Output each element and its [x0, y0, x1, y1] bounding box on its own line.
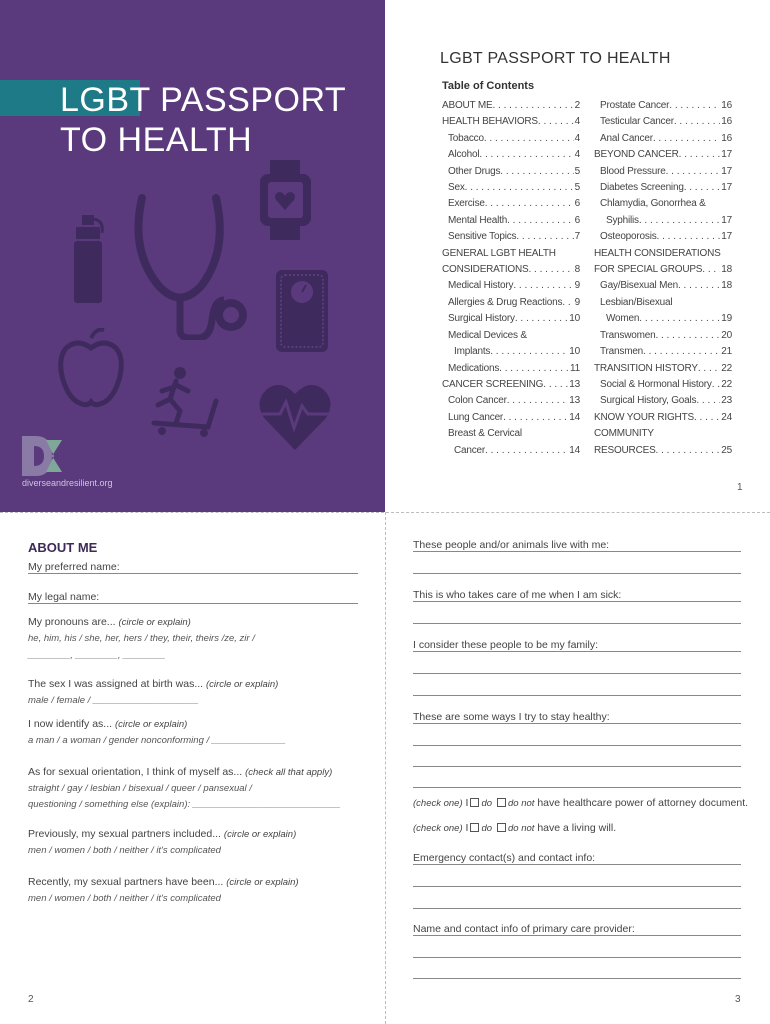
toc-leader-dots — [678, 278, 720, 294]
toc-entry[interactable] — [442, 180, 580, 196]
identity-question: I now identify as... (circle or explain) — [28, 718, 188, 730]
emergency-contact-field[interactable]: Emergency contact(s) and contact info: — [413, 852, 741, 865]
toc-entry-page: 22 — [721, 362, 732, 374]
toc-entry-page: 5 — [574, 182, 580, 194]
toc-entry-label: Chlamydia, Gonorrhea & — [600, 198, 706, 210]
blank-line[interactable] — [413, 623, 741, 624]
toc-entry[interactable] — [442, 393, 580, 409]
heart-pulse-icon — [258, 380, 333, 452]
toc-entry[interactable] — [594, 377, 732, 393]
toc-leader-dots — [702, 262, 720, 278]
toc-entry-label: Cancer — [454, 444, 486, 456]
identity-options[interactable]: a man / a woman / gender nonconforming / ______________ — [28, 735, 286, 746]
toc-entry-label: HEALTH BEHAVIORS — [442, 116, 538, 128]
toc-entry-label: COMMUNITY — [594, 428, 654, 440]
orientation-options-2[interactable]: questioning / something else (explain): ____________________________ — [28, 799, 341, 810]
toc-entry[interactable] — [442, 114, 580, 130]
toc-entry-label: Sex — [448, 182, 465, 194]
toc-entry-page: 21 — [721, 346, 732, 358]
toc-entry-page: 2 — [574, 100, 580, 111]
toc-entry[interactable] — [442, 229, 580, 245]
toc-leader-dots — [657, 229, 721, 245]
sex-question: The sex I was assigned at birth was... (circle or explain) — [28, 678, 279, 690]
orientation-question: As for sexual orientation, I think of myself as... (check all that apply) — [28, 766, 333, 778]
toc-entry-label: Medical History — [448, 280, 514, 292]
toc-leader-dots — [492, 98, 573, 114]
toc-leader-dots — [515, 311, 568, 327]
toc-entry-page: 4 — [574, 116, 580, 128]
toc-leader-dots — [679, 147, 721, 163]
toc-entry-label: Surgical History, Goals — [600, 395, 697, 407]
toc-entry-page: 5 — [574, 165, 580, 177]
toc-entry-label: Women — [606, 313, 640, 325]
toc-entry-label: TRANSITION HISTORY — [594, 362, 698, 374]
toc-entry-page: 13 — [569, 378, 580, 390]
toc-entry-page: 16 — [721, 100, 732, 111]
toc-entry-page: 10 — [569, 346, 580, 358]
power-of-attorney-check: (check one) I do do not have healthcare power of attorney document. — [413, 797, 749, 809]
toc-entry-label: Osteoporosis — [600, 231, 657, 243]
toc-entry[interactable] — [442, 361, 580, 377]
toc-leader-dots — [485, 443, 568, 459]
toc-entry-page: 11 — [570, 362, 580, 374]
toc-leader-dots — [516, 229, 573, 245]
toc-entry[interactable] — [442, 213, 580, 229]
toc-leader-dots — [479, 147, 573, 163]
toc-entry[interactable] — [442, 295, 580, 311]
blank-line[interactable] — [413, 787, 741, 788]
toc-entry-label: Medical Devices & — [448, 329, 527, 341]
toc-entry[interactable] — [594, 410, 732, 426]
toc-entry-page: 7 — [574, 231, 580, 243]
recent-partners-options[interactable]: men / women / both / neither / it's complicated — [28, 893, 221, 904]
toc-leader-dots — [656, 443, 721, 459]
toc-entry-page: 23 — [721, 395, 732, 407]
toc-entry[interactable] — [594, 180, 732, 196]
scale-icon — [276, 270, 328, 352]
toc-leader-dots — [543, 377, 568, 393]
toc-entry-label: Medications — [448, 362, 500, 374]
blank-line[interactable] — [413, 745, 741, 746]
toc-entry-page: 9 — [574, 280, 580, 292]
toc-entry[interactable] — [594, 311, 732, 327]
stethoscope-icon — [128, 190, 253, 340]
toc-entry-label: Transwomen — [600, 329, 656, 341]
toc-entry[interactable] — [594, 229, 732, 245]
toc-entry[interactable] — [442, 147, 580, 163]
toc-entry[interactable] — [594, 393, 732, 409]
pronouns-blank[interactable]: ________, ________, ________ — [28, 650, 166, 661]
toc-entry[interactable] — [594, 246, 732, 262]
toc-entry[interactable] — [442, 98, 580, 114]
live-with-field[interactable]: These people and/or animals live with me: — [413, 539, 741, 552]
toc-entry[interactable] — [442, 410, 580, 426]
toc-entry-label: Syphilis — [606, 214, 639, 226]
toc-leader-dots — [655, 328, 720, 344]
toc-entry-page: 18 — [721, 264, 732, 276]
toc-entry-page: 14 — [569, 411, 580, 423]
toc-leader-dots — [503, 410, 568, 426]
toc-entry[interactable] — [594, 328, 732, 344]
toc-entry-page: 16 — [721, 132, 732, 144]
toc-entry-page: 4 — [574, 149, 580, 161]
toc-entry-label: CONSIDERATIONS — [442, 264, 529, 276]
diverse-resilient-logo — [22, 436, 64, 476]
toc-entry-page: 6 — [574, 198, 580, 210]
toc-entry[interactable] — [594, 295, 732, 311]
page-number: 2 — [28, 994, 34, 1005]
toc-entry-label: Colon Cancer — [448, 395, 507, 407]
toc-leader-dots — [507, 213, 574, 229]
orientation-options-1[interactable]: straight / gay / lesbian / bisexual / queer / pansexual / — [28, 783, 252, 794]
toc-entry-page: 18 — [721, 280, 732, 292]
toc-entry[interactable] — [594, 164, 732, 180]
family-field[interactable]: I consider these people to be my family: — [413, 639, 741, 652]
toc-entry-page: 14 — [569, 444, 580, 456]
caretaker-field[interactable]: This is who takes care of me when I am sick: — [413, 589, 741, 602]
toc-leader-dots — [669, 98, 720, 114]
toc-leader-dots — [643, 344, 720, 360]
toc-entry[interactable] — [442, 164, 580, 180]
toc-entry[interactable] — [594, 262, 732, 278]
water-bottle-icon — [70, 215, 106, 305]
cover-page — [0, 0, 385, 512]
toc-entry[interactable] — [594, 213, 732, 229]
do-checkbox[interactable] — [470, 798, 479, 807]
toc-leader-dots — [653, 131, 720, 147]
toc-entry-page: 22 — [721, 378, 732, 390]
toc-leader-dots — [674, 114, 720, 130]
toc-entry-page: 17 — [721, 165, 732, 177]
toc-entry-page: 17 — [721, 182, 732, 194]
page-number: 1 — [737, 482, 743, 493]
toc-leader-dots — [684, 180, 721, 196]
toc-entry-label: Diabetes Screening — [600, 182, 684, 194]
toc-entry[interactable] — [594, 98, 732, 114]
about-me-continued-page — [385, 512, 770, 1024]
toc-entry-label: BEYOND CANCER — [594, 149, 679, 161]
toc-leader-dots — [513, 278, 573, 294]
recent-partners-question: Recently, my sexual partners have been... (circle or explain) — [28, 876, 299, 888]
website-url: diverseandresilient.org — [22, 478, 113, 488]
toc-entry[interactable] — [442, 196, 580, 212]
toc-leader-dots — [465, 180, 574, 196]
toc-leader-dots — [538, 114, 574, 130]
toc-entry-label: Lung Cancer — [448, 411, 504, 423]
toc-entry[interactable] — [594, 344, 732, 360]
living-will-check: (check one) I do do not have a living will. — [413, 822, 617, 834]
do-checkbox[interactable] — [470, 823, 479, 832]
toc-entry-label: Blood Pressure — [600, 165, 666, 177]
toc-leader-dots — [500, 164, 573, 180]
toc-entry-label: Breast & Cervical — [448, 428, 522, 440]
toc-entry-label: Mental Health — [448, 214, 508, 226]
toc-entry-page: 9 — [574, 296, 580, 308]
toc-entry-page: 4 — [574, 132, 580, 144]
smartwatch-heart-icon — [258, 160, 313, 240]
toc-entry-page: 16 — [721, 116, 732, 128]
toc-entry-label: KNOW YOUR RIGHTS — [594, 411, 694, 423]
toc-leader-dots — [484, 131, 574, 147]
toc-entry-label: Transmen — [600, 346, 644, 358]
table-of-contents-page — [385, 0, 770, 512]
blank-line[interactable] — [413, 978, 741, 979]
toc-entry[interactable] — [442, 311, 580, 327]
toc-entry-label: Anal Cancer — [600, 132, 653, 144]
toc-entry[interactable] — [594, 278, 732, 294]
page-number: 3 — [735, 994, 741, 1005]
toc-entry[interactable] — [442, 344, 580, 360]
toc-column-left — [442, 98, 580, 459]
toc-entry-label: Surgical History — [448, 313, 515, 325]
blank-line[interactable] — [413, 957, 741, 958]
toc-leader-dots — [712, 377, 721, 393]
blank-line[interactable] — [413, 695, 741, 696]
toc-entry-page: 13 — [569, 395, 580, 407]
toc-entry-label: Tobacco — [448, 132, 484, 144]
do-not-checkbox[interactable] — [497, 798, 506, 807]
stay-healthy-field[interactable]: These are some ways I try to stay healthy: — [413, 711, 741, 724]
blank-line[interactable] — [413, 573, 741, 574]
toc-entry[interactable] — [594, 443, 732, 459]
toc-entry-label: RESOURCES — [594, 444, 656, 456]
toc-entry[interactable] — [442, 262, 580, 278]
toc-leader-dots — [528, 262, 573, 278]
toc-entry-label: FOR SPECIAL GROUPS — [594, 264, 703, 276]
section-title: ABOUT ME — [28, 540, 98, 555]
blank-line[interactable] — [413, 766, 741, 767]
toc-leader-dots — [507, 393, 569, 409]
toc-entry-label: Exercise — [448, 198, 485, 210]
toc-entry-page: 10 — [569, 313, 580, 325]
toc-entry[interactable] — [594, 131, 732, 147]
toc-entry[interactable] — [594, 147, 732, 163]
toc-entry[interactable] — [442, 278, 580, 294]
toc-entry[interactable] — [442, 426, 580, 442]
toc-entry[interactable] — [594, 426, 732, 442]
toc-leader-dots — [666, 164, 721, 180]
toc-entry[interactable] — [442, 131, 580, 147]
treadmill-runner-icon — [150, 365, 220, 437]
toc-leader-dots — [694, 410, 720, 426]
legal-name-field[interactable]: My legal name: — [28, 591, 358, 604]
toc-entry-label: HEALTH CONSIDERATIONS — [594, 247, 721, 259]
toc-leader-dots — [499, 361, 569, 377]
apple-icon — [58, 328, 124, 408]
toc-entry-page: 20 — [721, 329, 732, 341]
toc-entry-label: Allergies & Drug Reactions — [448, 296, 563, 308]
toc-entry-page: 25 — [721, 444, 732, 456]
toc-entry-label: ABOUT ME — [442, 100, 493, 111]
toc-subtitle: Table of Contents — [442, 80, 535, 92]
toc-entry-label: Social & Hormonal History — [600, 378, 712, 390]
toc-entry-page: 17 — [721, 231, 732, 243]
preferred-name-field[interactable]: My preferred name: — [28, 561, 358, 574]
toc-leader-dots — [639, 213, 720, 229]
previous-partners-question: Previously, my sexual partners included... (circle or explain) — [28, 828, 297, 840]
toc-leader-dots — [490, 344, 568, 360]
toc-leader-dots — [562, 295, 573, 311]
toc-leader-dots — [696, 393, 720, 409]
toc-entry-page: 6 — [574, 214, 580, 226]
toc-column-right — [594, 98, 732, 459]
toc-leader-dots — [639, 311, 720, 327]
toc-entry[interactable] — [442, 443, 580, 459]
blank-line[interactable] — [413, 673, 741, 674]
toc-entry-label: Sensitive Topics — [448, 231, 517, 243]
toc-entry-label: Gay/Bisexual Men — [600, 280, 678, 292]
pronouns-question: My pronouns are... (circle or explain) — [28, 616, 191, 628]
toc-leader-dots — [485, 196, 574, 212]
toc-entry-page: 17 — [721, 149, 732, 161]
toc-entry[interactable] — [594, 361, 732, 377]
toc-entry-label: Testicular Cancer — [600, 116, 674, 128]
do-not-checkbox[interactable] — [497, 823, 506, 832]
sex-options[interactable]: male / female / ____________________ — [28, 695, 199, 706]
toc-entry-label: CANCER SCREENING — [442, 378, 544, 390]
toc-entry-label: Other Drugs — [448, 165, 501, 177]
toc-header: LGBT PASSPORT TO HEALTH — [440, 50, 671, 67]
toc-entry[interactable] — [594, 114, 732, 130]
toc-entry-page: 19 — [721, 313, 732, 325]
toc-entry[interactable] — [594, 196, 732, 212]
toc-entry-page: 24 — [721, 411, 732, 423]
toc-entry-page: 17 — [721, 214, 732, 226]
about-me-page — [0, 512, 385, 1024]
toc-entry-label: Implants — [454, 346, 491, 358]
toc-entry-label: GENERAL LGBT HEALTH — [442, 247, 556, 259]
toc-entry-label: Alcohol — [448, 149, 480, 161]
previous-partners-options[interactable]: men / women / both / neither / it's complicated — [28, 845, 221, 856]
pronouns-options[interactable]: he, him, his / she, her, hers / they, their, theirs /ze, zir / — [28, 633, 255, 644]
toc-leader-dots — [698, 361, 720, 377]
toc-entry[interactable] — [442, 377, 580, 393]
primary-care-field[interactable]: Name and contact info of primary care provider: — [413, 923, 741, 936]
toc-entry-page: 8 — [574, 264, 580, 276]
blank-line[interactable] — [413, 886, 741, 887]
blank-line[interactable] — [413, 908, 741, 909]
toc-entry[interactable] — [442, 328, 580, 344]
toc-entry-label: Lesbian/Bisexual — [600, 296, 673, 308]
cover-title: LGBT PASSPORT TO HEALTH — [60, 81, 347, 159]
toc-entry-label: Prostate Cancer — [600, 100, 670, 111]
toc-entry[interactable] — [442, 246, 580, 262]
